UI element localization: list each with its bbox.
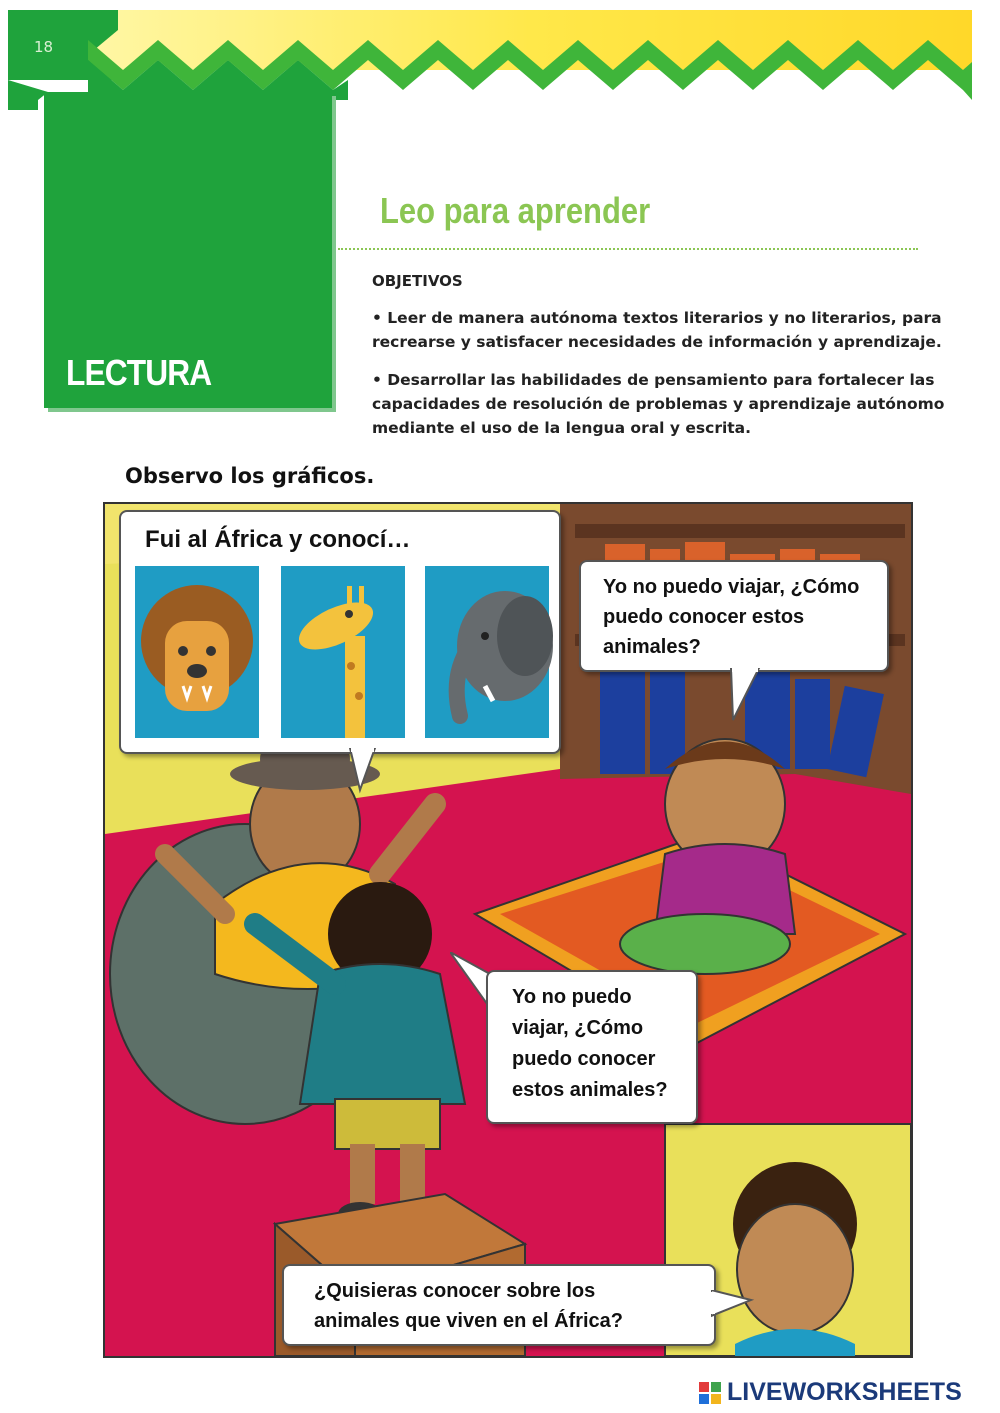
- page-title: Leo para aprender: [380, 190, 651, 231]
- speech-text: Yo no puedo viajar, ¿Cómo puedo conocer estos animales?: [603, 576, 860, 658]
- liveworksheets-logo: [698, 1378, 962, 1407]
- speech-bubble-boy-bottom: [282, 1264, 716, 1346]
- instruction-text: Observo los gráficos.: [125, 464, 375, 488]
- animal-panels: [135, 566, 555, 742]
- objectives-heading: OBJETIVOS: [372, 272, 463, 290]
- elephant-image: [425, 566, 553, 738]
- giraffe-image: [281, 566, 405, 738]
- bubble-tail: [725, 668, 775, 728]
- speech-bubble-teacher: [119, 510, 561, 754]
- brand-text: LIVEWORKSHEETS: [727, 1378, 962, 1406]
- title-divider: [338, 248, 918, 250]
- bubble-tail: [711, 1290, 761, 1330]
- page-number: 18: [34, 38, 54, 56]
- speech-text: ¿Quisieras conocer sobre los animales que viven en el África?: [314, 1280, 624, 1332]
- logo-grid-icon: [698, 1381, 724, 1405]
- lion-image: [135, 566, 259, 738]
- bubble-tail: [345, 748, 395, 798]
- objective-item: • Leer de manera autónoma textos literarios y no literarios, para recrearse y satisfacer necesidades de información y aprendizaje.: [372, 309, 942, 351]
- objective-item: • Desarrollar las habilidades de pensamiento para fortalecer las capacidades de resolución de problemas y aprendizaje autónomo mediante el uso de la lengua oral y escrita.: [372, 371, 945, 437]
- section-label: LECTURA: [66, 352, 212, 393]
- comic-illustration: [103, 502, 913, 1358]
- speech-text: Fui al África y conocí…: [145, 526, 411, 553]
- speech-text: Yo no puedo viajar, ¿Cómo puedo conocer estos animales?: [512, 986, 668, 1101]
- speech-bubble-boy-middle: [486, 970, 698, 1124]
- speech-bubble-boy-top: [579, 560, 889, 672]
